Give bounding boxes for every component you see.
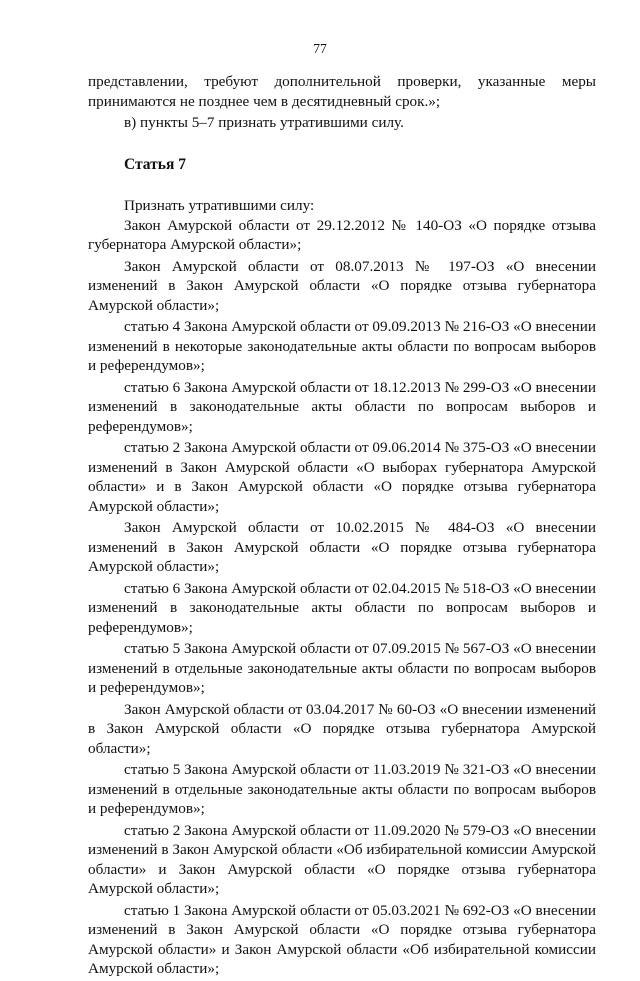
repealed-item: Закон Амурской области от 10.02.2015 № 484-ОЗ «О внесении изменений в Закон Амурской области «О порядке отзыва губернатора Амурской области»; — [88, 519, 596, 575]
repealed-item: статью 6 Закона Амурской области от 02.04.2015 № 518-ОЗ «О внесении изменений в законодательные акты области по вопросам выборов и референдумов»; — [88, 579, 596, 636]
repealed-item: статью 4 Закона Амурской области от 09.09.2013 № 216-ОЗ «О внесении изменений в некоторые законодательные акты области по вопросам выборов и референдумов»; — [88, 318, 596, 374]
repealed-item: статью 5 Закона Амурской области от 07.09.2015 № 567-ОЗ «О внесении изменений в отдельные законодательные акты области по вопросам выборов и референдумов»; — [88, 640, 596, 696]
repealed-item: Закон Амурской области от 08.07.2013 № 197-ОЗ «О внесении изменений в Закон Амурской области «О порядке отзыва губернатора Амурской области»; — [88, 257, 596, 314]
repealed-item: статью 6 Закона Амурской области от 18.12.2013 № 299-ОЗ «О внесении изменений в законодательные акты области по вопросам выборов и референдумов»; — [88, 378, 596, 435]
page-number: 77 — [313, 41, 327, 56]
intro-paragraph: Признать утратившими силу: — [124, 197, 315, 214]
article-heading: Статья 7 — [124, 155, 186, 173]
repealed-item: Закон Амурской области от 29.12.2012 № 140-ОЗ «О порядке отзыва губернатора Амурской области»; — [88, 216, 596, 253]
document-body — [88, 72, 596, 981]
repealed-item: статью 2 Закона Амурской области от 11.09.2020 № 579-ОЗ «О внесении изменений в Закон Амурской области «Об избирательной комиссии Амурской области» и Закон Амурской области «О порядке отзыва губернатора Амурской области»; — [88, 821, 596, 897]
repealed-item: Закон Амурской области от 03.04.2017 № 60-ОЗ «О внесении изменений в Закон Амурской области «О порядке отзыва губернатора Амурской области»; — [88, 700, 596, 757]
repealed-item: статью 1 Закона Амурской области от 05.03.2021 № 692-ОЗ «О внесении изменений в Закон Амурской области «О порядке отзыва губернатора Амурской области» и Закон Амурской области «Об избирательной комиссии Амурской области»; — [88, 901, 596, 977]
repealed-item: статью 5 Закона Амурской области от 11.03.2019 № 321-ОЗ «О внесении изменений в отдельные законодательные акты области по вопросам выборов и референдумов»; — [88, 761, 596, 817]
continuation-paragraph: представлении, требуют дополнительной проверки, указанные меры принимаются не позднее чем в десятидневный срок.»; — [88, 73, 596, 110]
repealed-item: статью 2 Закона Амурской области от 09.06.2014 № 375-ОЗ «О внесении изменений в Закон Амурской области «О выборах губернатора Амурской области» и в Закон Амурской области «О порядке отзыва губернатора Амурской области»; — [88, 439, 596, 515]
item-v-paragraph: в) пункты 5–7 признать утратившими силу. — [124, 114, 404, 131]
